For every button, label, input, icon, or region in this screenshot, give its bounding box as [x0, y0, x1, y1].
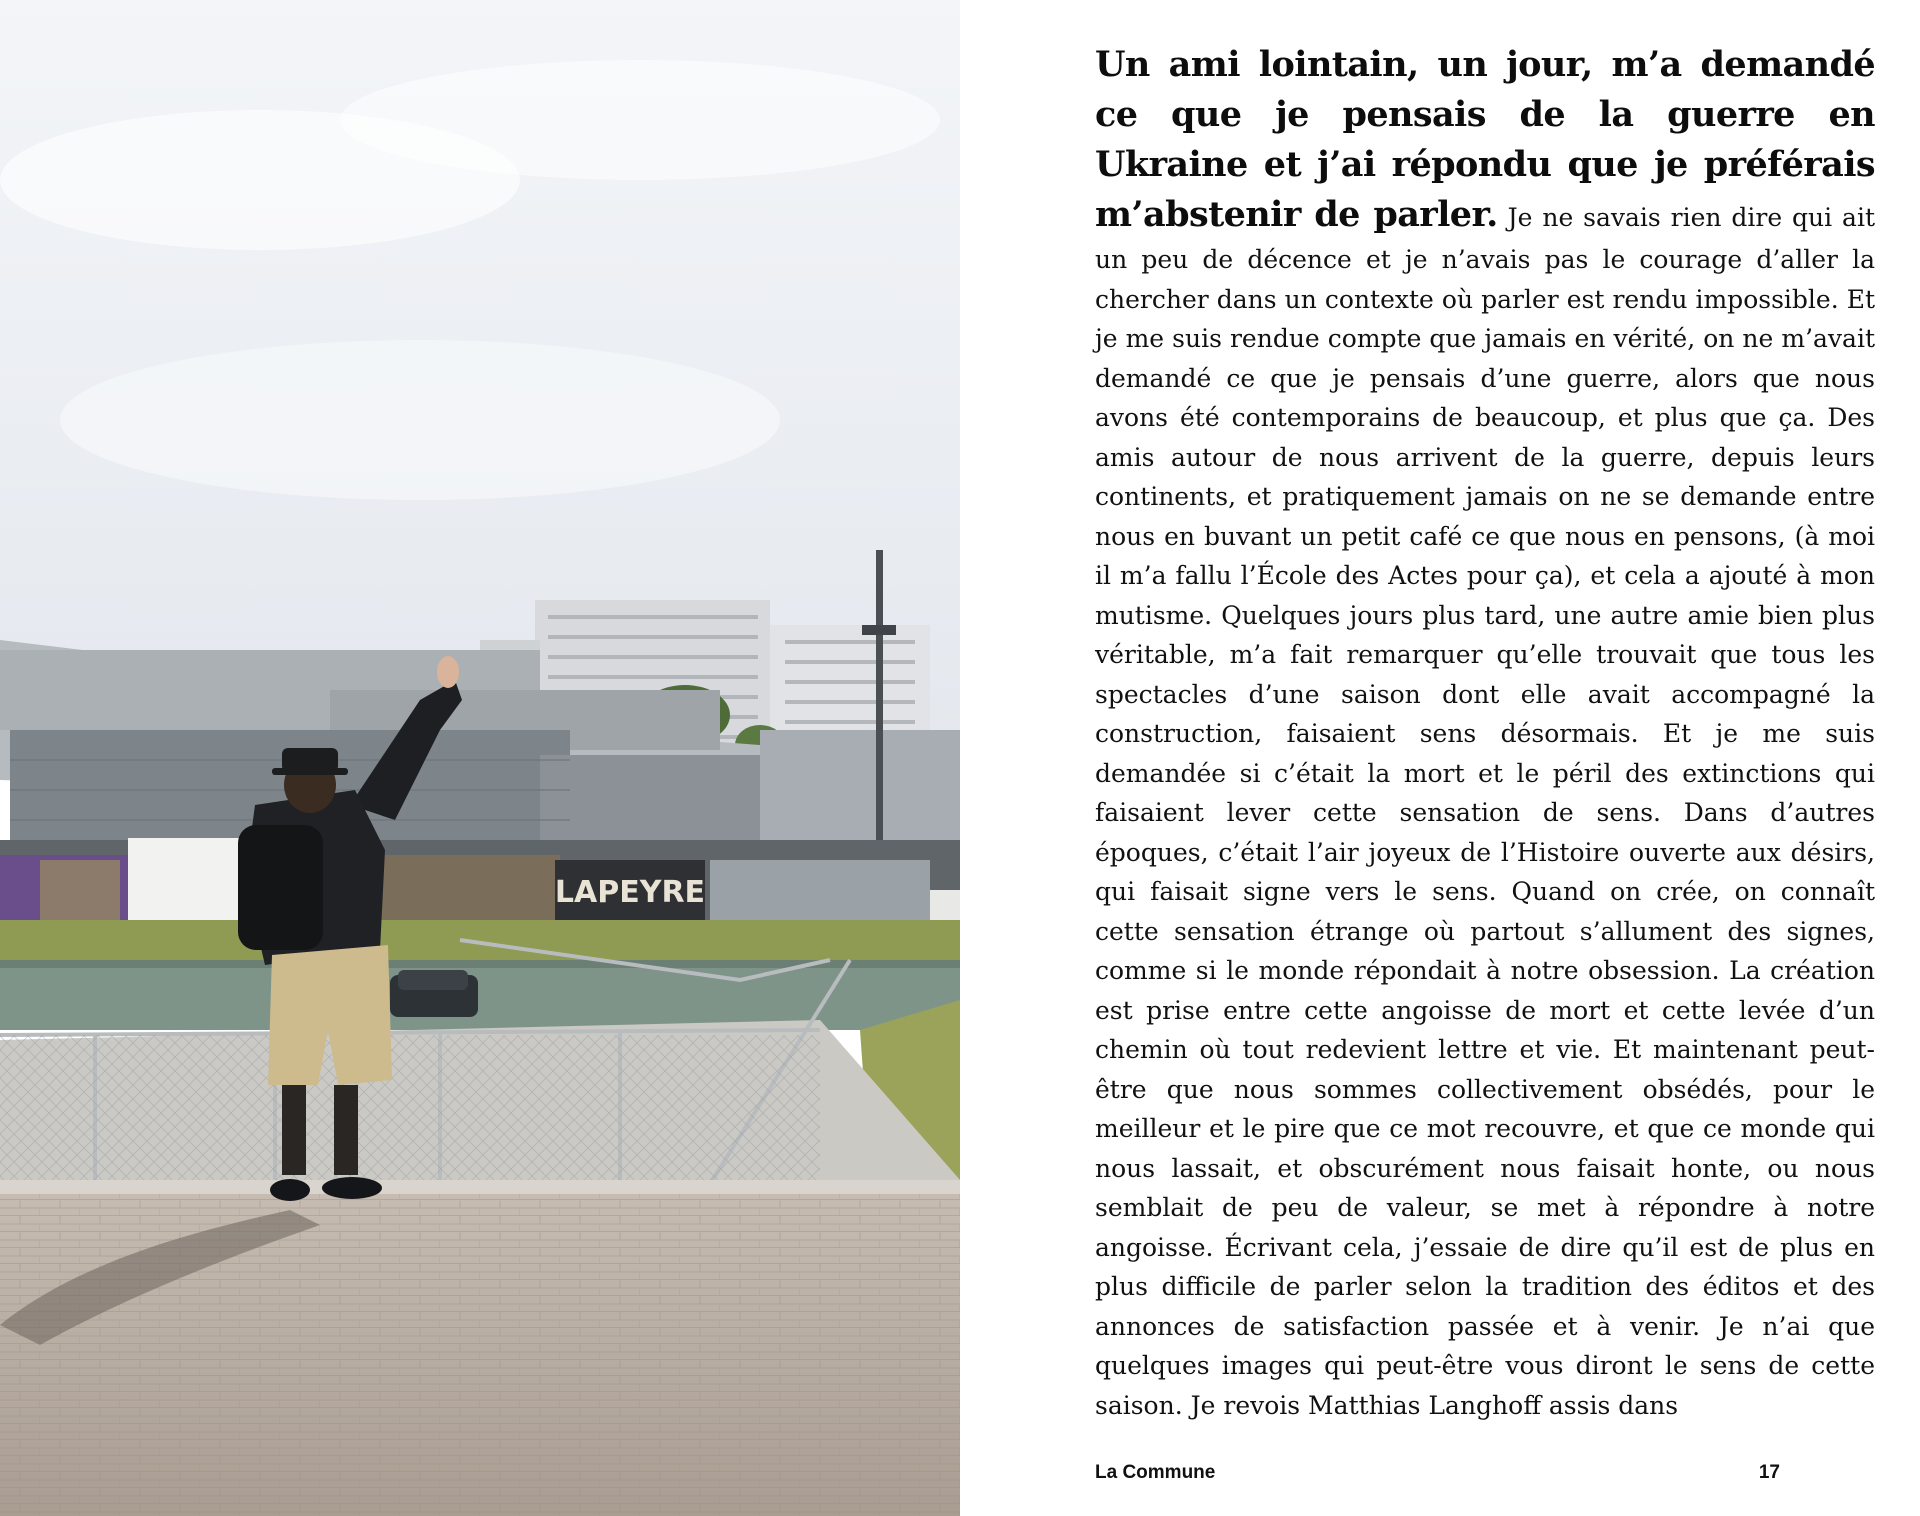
canal-water [0, 960, 960, 1030]
page-number: 17 [1758, 1462, 1780, 1483]
graffiti-wall [0, 838, 960, 926]
article-page [1095, 40, 1875, 1425]
article-text [1095, 40, 1875, 1425]
lead-paragraph: Un ami lointain, un jour, m’a demandé ce que je pensais de la guerre en Ukraine et j’ai répondu que je préférais m’abstenir de parler. [1095, 44, 1875, 235]
lapeyre-graffiti: LAPEYRE [554, 875, 706, 910]
parked-car [390, 970, 478, 1017]
body-paragraph: Je ne savais rien dire qui ait un peu de décence et je n’avais pas le courage d’aller la chercher dans un contexte où parler est rendu impossible. Et je me suis rendue compte que jamais en vérité, on ne m’avait demandé ce que je pensais d’une guerre, alors que nous avons été contemporains de beaucoup, et plus que ça. Des amis autour de nous arrivent de la guerre, depuis leurs continents, et pratiquement jamais on ne se demande entre nous en buvant un petit café ce que nous en pensons, (à moi il m’a fallu l’École des Actes pour ça), et cela a ajouté à mon mutisme. Quelques jours plus tard, une autre amie bien plus véritable, m’a fait remarquer qu’elle trouvait que tous les spectacles d’une saison dont elle avait accompagné la construction, faisaient sens désormais. Et je me suis demandée si c’était la mort et le péril des extinctions qui faisaient lever cette sensation de sens. Dans d’autres époques, c’était l’air joyeux de l’Histoire ouverte aux désirs, qui faisait signe vers le sens. Quand on crée, on connaît cette sensation étrange où partout s’allument des signes, comme si le monde répondait à notre obsession. La création est prise entre cette angoisse de mort et cette levée d’un chemin où tout redevient lettre et vie. Et maintenant peut-être que nous sommes collectivement obsédés, pour le meilleur et le pire que ce mot recouvre, et que ce monde qui nous lassait, et obscurément nous faisait honte, ou nous semblait de peu de valeur, se met à répondre à notre angoisse. Écrivant cela, j’essaie de dire qu’il est de plus en plus difficile de parler selon la tradition des éditos et des annonces de satisfaction passée et à venir. Je n’ai que quelques images qui peut-être vous diront le sens de cette saison. Je revois Matthias Langhoff assis dans [1095, 203, 1876, 1420]
publication-title: La Commune [1095, 1462, 1216, 1483]
